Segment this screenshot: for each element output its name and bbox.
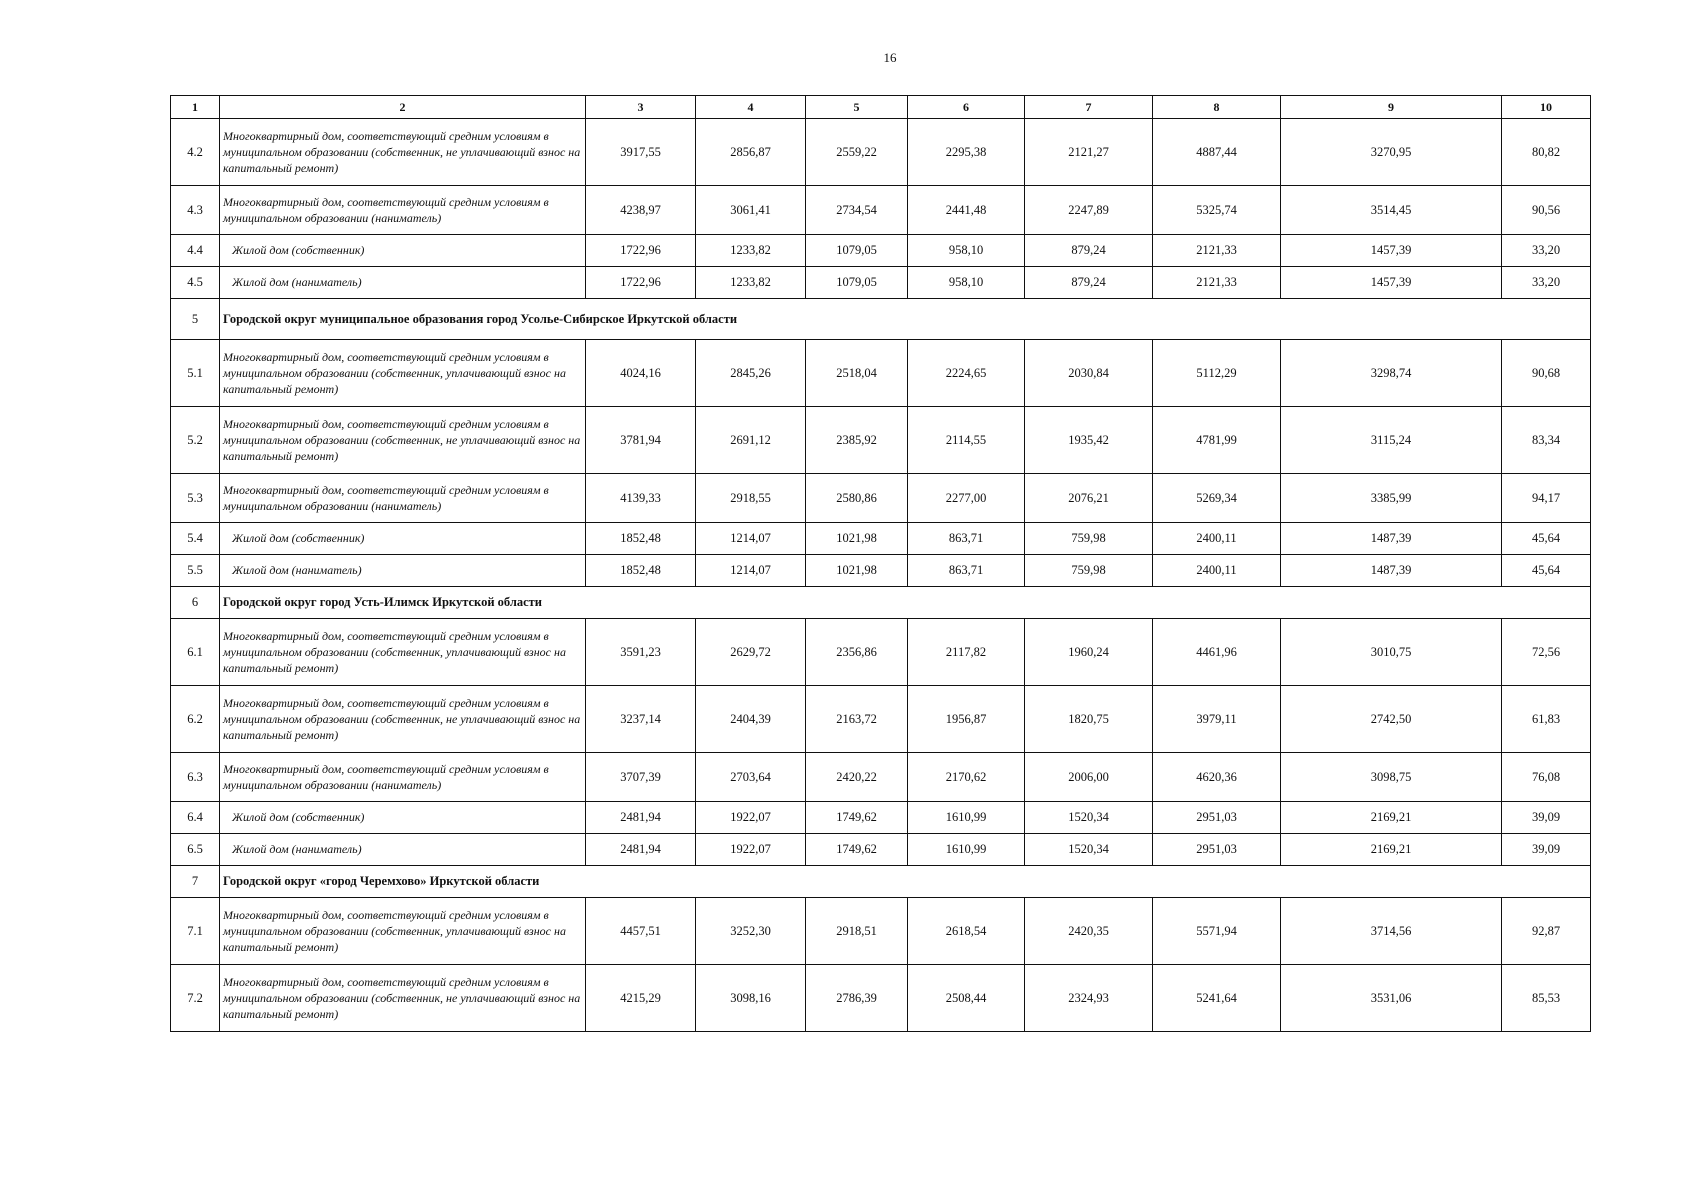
value-cell: 2163,72: [806, 686, 908, 753]
value-cell: 4024,16: [586, 340, 696, 407]
value-cell: 83,34: [1502, 407, 1591, 474]
value-cell: 2324,93: [1025, 965, 1153, 1032]
value-cell: 5112,29: [1153, 340, 1281, 407]
value-cell: 90,68: [1502, 340, 1591, 407]
value-cell: 45,64: [1502, 523, 1591, 555]
value-cell: 80,82: [1502, 119, 1591, 186]
value-cell: 1021,98: [806, 555, 908, 587]
value-cell: 863,71: [908, 523, 1025, 555]
column-header: 6: [908, 96, 1025, 119]
value-cell: 1749,62: [806, 802, 908, 834]
row-description: Многоквартирный дом, соответствующий средним условиям в муниципальном образовании (собственник, не уплачивающий взнос на капитальный ремонт): [220, 686, 586, 753]
value-cell: 3270,95: [1281, 119, 1502, 186]
value-cell: 1021,98: [806, 523, 908, 555]
value-cell: 1820,75: [1025, 686, 1153, 753]
value-cell: 2951,03: [1153, 834, 1281, 866]
value-cell: 1079,05: [806, 267, 908, 299]
value-cell: 76,08: [1502, 753, 1591, 802]
row-description: Многоквартирный дом, соответствующий средним условиям в муниципальном образовании (собственник, не уплачивающий взнос на капитальный ремонт): [220, 407, 586, 474]
value-cell: 759,98: [1025, 523, 1153, 555]
value-cell: 3098,16: [696, 965, 806, 1032]
group-title: Городской округ «город Черемхово» Иркутской области: [220, 866, 1591, 898]
row-index: 6.1: [171, 619, 220, 686]
row-index: 4.5: [171, 267, 220, 299]
value-cell: 2856,87: [696, 119, 806, 186]
value-cell: 2441,48: [908, 186, 1025, 235]
value-cell: 3979,11: [1153, 686, 1281, 753]
row-description: Жилой дом (наниматель): [220, 555, 586, 587]
value-cell: 2508,44: [908, 965, 1025, 1032]
column-header: 1: [171, 96, 220, 119]
table-row: [171, 834, 1591, 866]
value-cell: 4887,44: [1153, 119, 1281, 186]
value-cell: 94,17: [1502, 474, 1591, 523]
value-cell: 2295,38: [908, 119, 1025, 186]
value-cell: 1214,07: [696, 555, 806, 587]
value-cell: 1956,87: [908, 686, 1025, 753]
value-cell: 1610,99: [908, 802, 1025, 834]
value-cell: 863,71: [908, 555, 1025, 587]
value-cell: 2400,11: [1153, 555, 1281, 587]
value-cell: 3115,24: [1281, 407, 1502, 474]
row-description: Многоквартирный дом, соответствующий средним условиям в муниципальном образовании (наниматель): [220, 474, 586, 523]
value-cell: 2006,00: [1025, 753, 1153, 802]
value-cell: 4461,96: [1153, 619, 1281, 686]
value-cell: 2121,33: [1153, 267, 1281, 299]
value-cell: 2356,86: [806, 619, 908, 686]
table-row: [171, 619, 1591, 686]
value-cell: 2786,39: [806, 965, 908, 1032]
row-index: 6.5: [171, 834, 220, 866]
value-cell: 61,83: [1502, 686, 1591, 753]
value-cell: 90,56: [1502, 186, 1591, 235]
row-description: Многоквартирный дом, соответствующий средним условиям в муниципальном образовании (собственник, не уплачивающий взнос на капитальный ремонт): [220, 119, 586, 186]
column-header: 7: [1025, 96, 1153, 119]
table-row: [171, 186, 1591, 235]
value-cell: 85,53: [1502, 965, 1591, 1032]
value-cell: 2742,50: [1281, 686, 1502, 753]
value-cell: 1520,34: [1025, 834, 1153, 866]
value-cell: 3061,41: [696, 186, 806, 235]
row-index: 6.2: [171, 686, 220, 753]
column-header: 5: [806, 96, 908, 119]
value-cell: 3714,56: [1281, 898, 1502, 965]
value-cell: 2247,89: [1025, 186, 1153, 235]
value-cell: 2629,72: [696, 619, 806, 686]
value-cell: 2691,12: [696, 407, 806, 474]
table-row: [171, 555, 1591, 587]
row-description: Многоквартирный дом, соответствующий средним условиям в муниципальном образовании (собственник, не уплачивающий взнос на капитальный ремонт): [220, 965, 586, 1032]
value-cell: 2385,92: [806, 407, 908, 474]
value-cell: 1233,82: [696, 235, 806, 267]
group-title: Городской округ муниципальное образования город Усолье-Сибирское Иркутской области: [220, 299, 1591, 340]
value-cell: 2169,21: [1281, 802, 1502, 834]
value-cell: 2918,55: [696, 474, 806, 523]
column-header: 10: [1502, 96, 1591, 119]
value-cell: 2121,33: [1153, 235, 1281, 267]
row-index: 5: [171, 299, 220, 340]
value-cell: 4139,33: [586, 474, 696, 523]
value-cell: 1935,42: [1025, 407, 1153, 474]
row-description: Жилой дом (собственник): [220, 235, 586, 267]
value-cell: 5241,64: [1153, 965, 1281, 1032]
value-cell: 3237,14: [586, 686, 696, 753]
column-header: 3: [586, 96, 696, 119]
value-cell: 1922,07: [696, 834, 806, 866]
value-cell: 2277,00: [908, 474, 1025, 523]
value-cell: 958,10: [908, 267, 1025, 299]
value-cell: 1852,48: [586, 523, 696, 555]
value-cell: 2481,94: [586, 802, 696, 834]
value-cell: 4215,29: [586, 965, 696, 1032]
value-cell: 2918,51: [806, 898, 908, 965]
value-cell: 2114,55: [908, 407, 1025, 474]
value-cell: 33,20: [1502, 267, 1591, 299]
group-row: [171, 866, 1591, 898]
row-index: 5.1: [171, 340, 220, 407]
value-cell: 2481,94: [586, 834, 696, 866]
value-cell: 5571,94: [1153, 898, 1281, 965]
table-row: [171, 965, 1591, 1032]
value-cell: 72,56: [1502, 619, 1591, 686]
header-row: [171, 96, 1591, 119]
value-cell: 1487,39: [1281, 523, 1502, 555]
value-cell: 2618,54: [908, 898, 1025, 965]
value-cell: 4781,99: [1153, 407, 1281, 474]
row-index: 4.4: [171, 235, 220, 267]
table-row: [171, 686, 1591, 753]
row-index: 7.2: [171, 965, 220, 1032]
value-cell: 1749,62: [806, 834, 908, 866]
value-cell: 2703,64: [696, 753, 806, 802]
table-row: [171, 474, 1591, 523]
row-index: 4.2: [171, 119, 220, 186]
value-cell: 2224,65: [908, 340, 1025, 407]
page-number: 16: [883, 50, 897, 65]
column-header: 9: [1281, 96, 1502, 119]
value-cell: 33,20: [1502, 235, 1591, 267]
value-cell: 2076,21: [1025, 474, 1153, 523]
row-description: Многоквартирный дом, соответствующий средним условиям в муниципальном образовании (наниматель): [220, 753, 586, 802]
value-cell: 4620,36: [1153, 753, 1281, 802]
table-row: [171, 235, 1591, 267]
value-cell: 1960,24: [1025, 619, 1153, 686]
tariff-table: [170, 95, 1591, 1032]
row-description: Жилой дом (собственник): [220, 523, 586, 555]
value-cell: 2559,22: [806, 119, 908, 186]
value-cell: 45,64: [1502, 555, 1591, 587]
column-header: 8: [1153, 96, 1281, 119]
row-description: Жилой дом (наниматель): [220, 834, 586, 866]
value-cell: 2580,86: [806, 474, 908, 523]
row-description: Многоквартирный дом, соответствующий средним условиям в муниципальном образовании (собственник, уплачивающий взнос на капитальный ремонт): [220, 340, 586, 407]
value-cell: 2845,26: [696, 340, 806, 407]
value-cell: 39,09: [1502, 802, 1591, 834]
table-row: [171, 753, 1591, 802]
value-cell: 3252,30: [696, 898, 806, 965]
value-cell: 2420,35: [1025, 898, 1153, 965]
table-row: [171, 898, 1591, 965]
value-cell: 1852,48: [586, 555, 696, 587]
value-cell: 1722,96: [586, 235, 696, 267]
value-cell: 2170,62: [908, 753, 1025, 802]
value-cell: 3707,39: [586, 753, 696, 802]
row-index: 7.1: [171, 898, 220, 965]
row-index: 5.4: [171, 523, 220, 555]
value-cell: 3298,74: [1281, 340, 1502, 407]
value-cell: 2169,21: [1281, 834, 1502, 866]
row-description: Многоквартирный дом, соответствующий средним условиям в муниципальном образовании (собственник, уплачивающий взнос на капитальный ремонт): [220, 898, 586, 965]
value-cell: 3591,23: [586, 619, 696, 686]
value-cell: 1079,05: [806, 235, 908, 267]
value-cell: 1214,07: [696, 523, 806, 555]
value-cell: 1922,07: [696, 802, 806, 834]
table-body: [171, 119, 1591, 1032]
value-cell: 92,87: [1502, 898, 1591, 965]
value-cell: 5325,74: [1153, 186, 1281, 235]
row-description: Многоквартирный дом, соответствующий средним условиям в муниципальном образовании (наниматель): [220, 186, 586, 235]
value-cell: 3010,75: [1281, 619, 1502, 686]
value-cell: 1487,39: [1281, 555, 1502, 587]
value-cell: 3098,75: [1281, 753, 1502, 802]
value-cell: 3917,55: [586, 119, 696, 186]
value-cell: 3385,99: [1281, 474, 1502, 523]
value-cell: 1233,82: [696, 267, 806, 299]
group-row: [171, 299, 1591, 340]
column-header: 4: [696, 96, 806, 119]
table-row: [171, 340, 1591, 407]
value-cell: 1520,34: [1025, 802, 1153, 834]
value-cell: 958,10: [908, 235, 1025, 267]
value-cell: 879,24: [1025, 235, 1153, 267]
row-index: 6.4: [171, 802, 220, 834]
value-cell: 39,09: [1502, 834, 1591, 866]
value-cell: 1610,99: [908, 834, 1025, 866]
row-index: 4.3: [171, 186, 220, 235]
table-row: [171, 802, 1591, 834]
value-cell: 3514,45: [1281, 186, 1502, 235]
value-cell: 2420,22: [806, 753, 908, 802]
value-cell: 2121,27: [1025, 119, 1153, 186]
group-title: Городской округ город Усть-Илимск Иркутской области: [220, 587, 1591, 619]
value-cell: 2030,84: [1025, 340, 1153, 407]
row-index: 6.3: [171, 753, 220, 802]
value-cell: 2117,82: [908, 619, 1025, 686]
value-cell: 5269,34: [1153, 474, 1281, 523]
value-cell: 3781,94: [586, 407, 696, 474]
value-cell: 4457,51: [586, 898, 696, 965]
row-index: 5.5: [171, 555, 220, 587]
row-index: 6: [171, 587, 220, 619]
row-index: 5.2: [171, 407, 220, 474]
table-row: [171, 523, 1591, 555]
value-cell: 4238,97: [586, 186, 696, 235]
value-cell: 1457,39: [1281, 267, 1502, 299]
row-index: 7: [171, 866, 220, 898]
value-cell: 759,98: [1025, 555, 1153, 587]
value-cell: 2518,04: [806, 340, 908, 407]
value-cell: 1722,96: [586, 267, 696, 299]
row-description: Жилой дом (наниматель): [220, 267, 586, 299]
group-row: [171, 587, 1591, 619]
table-row: [171, 267, 1591, 299]
table-row: [171, 407, 1591, 474]
row-description: Многоквартирный дом, соответствующий средним условиям в муниципальном образовании (собственник, уплачивающий взнос на капитальный ремонт): [220, 619, 586, 686]
column-header: 2: [220, 96, 586, 119]
row-description: Жилой дом (собственник): [220, 802, 586, 834]
value-cell: 2400,11: [1153, 523, 1281, 555]
value-cell: 3531,06: [1281, 965, 1502, 1032]
value-cell: 879,24: [1025, 267, 1153, 299]
value-cell: 2951,03: [1153, 802, 1281, 834]
table-row: [171, 119, 1591, 186]
value-cell: 1457,39: [1281, 235, 1502, 267]
row-index: 5.3: [171, 474, 220, 523]
value-cell: 2734,54: [806, 186, 908, 235]
value-cell: 2404,39: [696, 686, 806, 753]
